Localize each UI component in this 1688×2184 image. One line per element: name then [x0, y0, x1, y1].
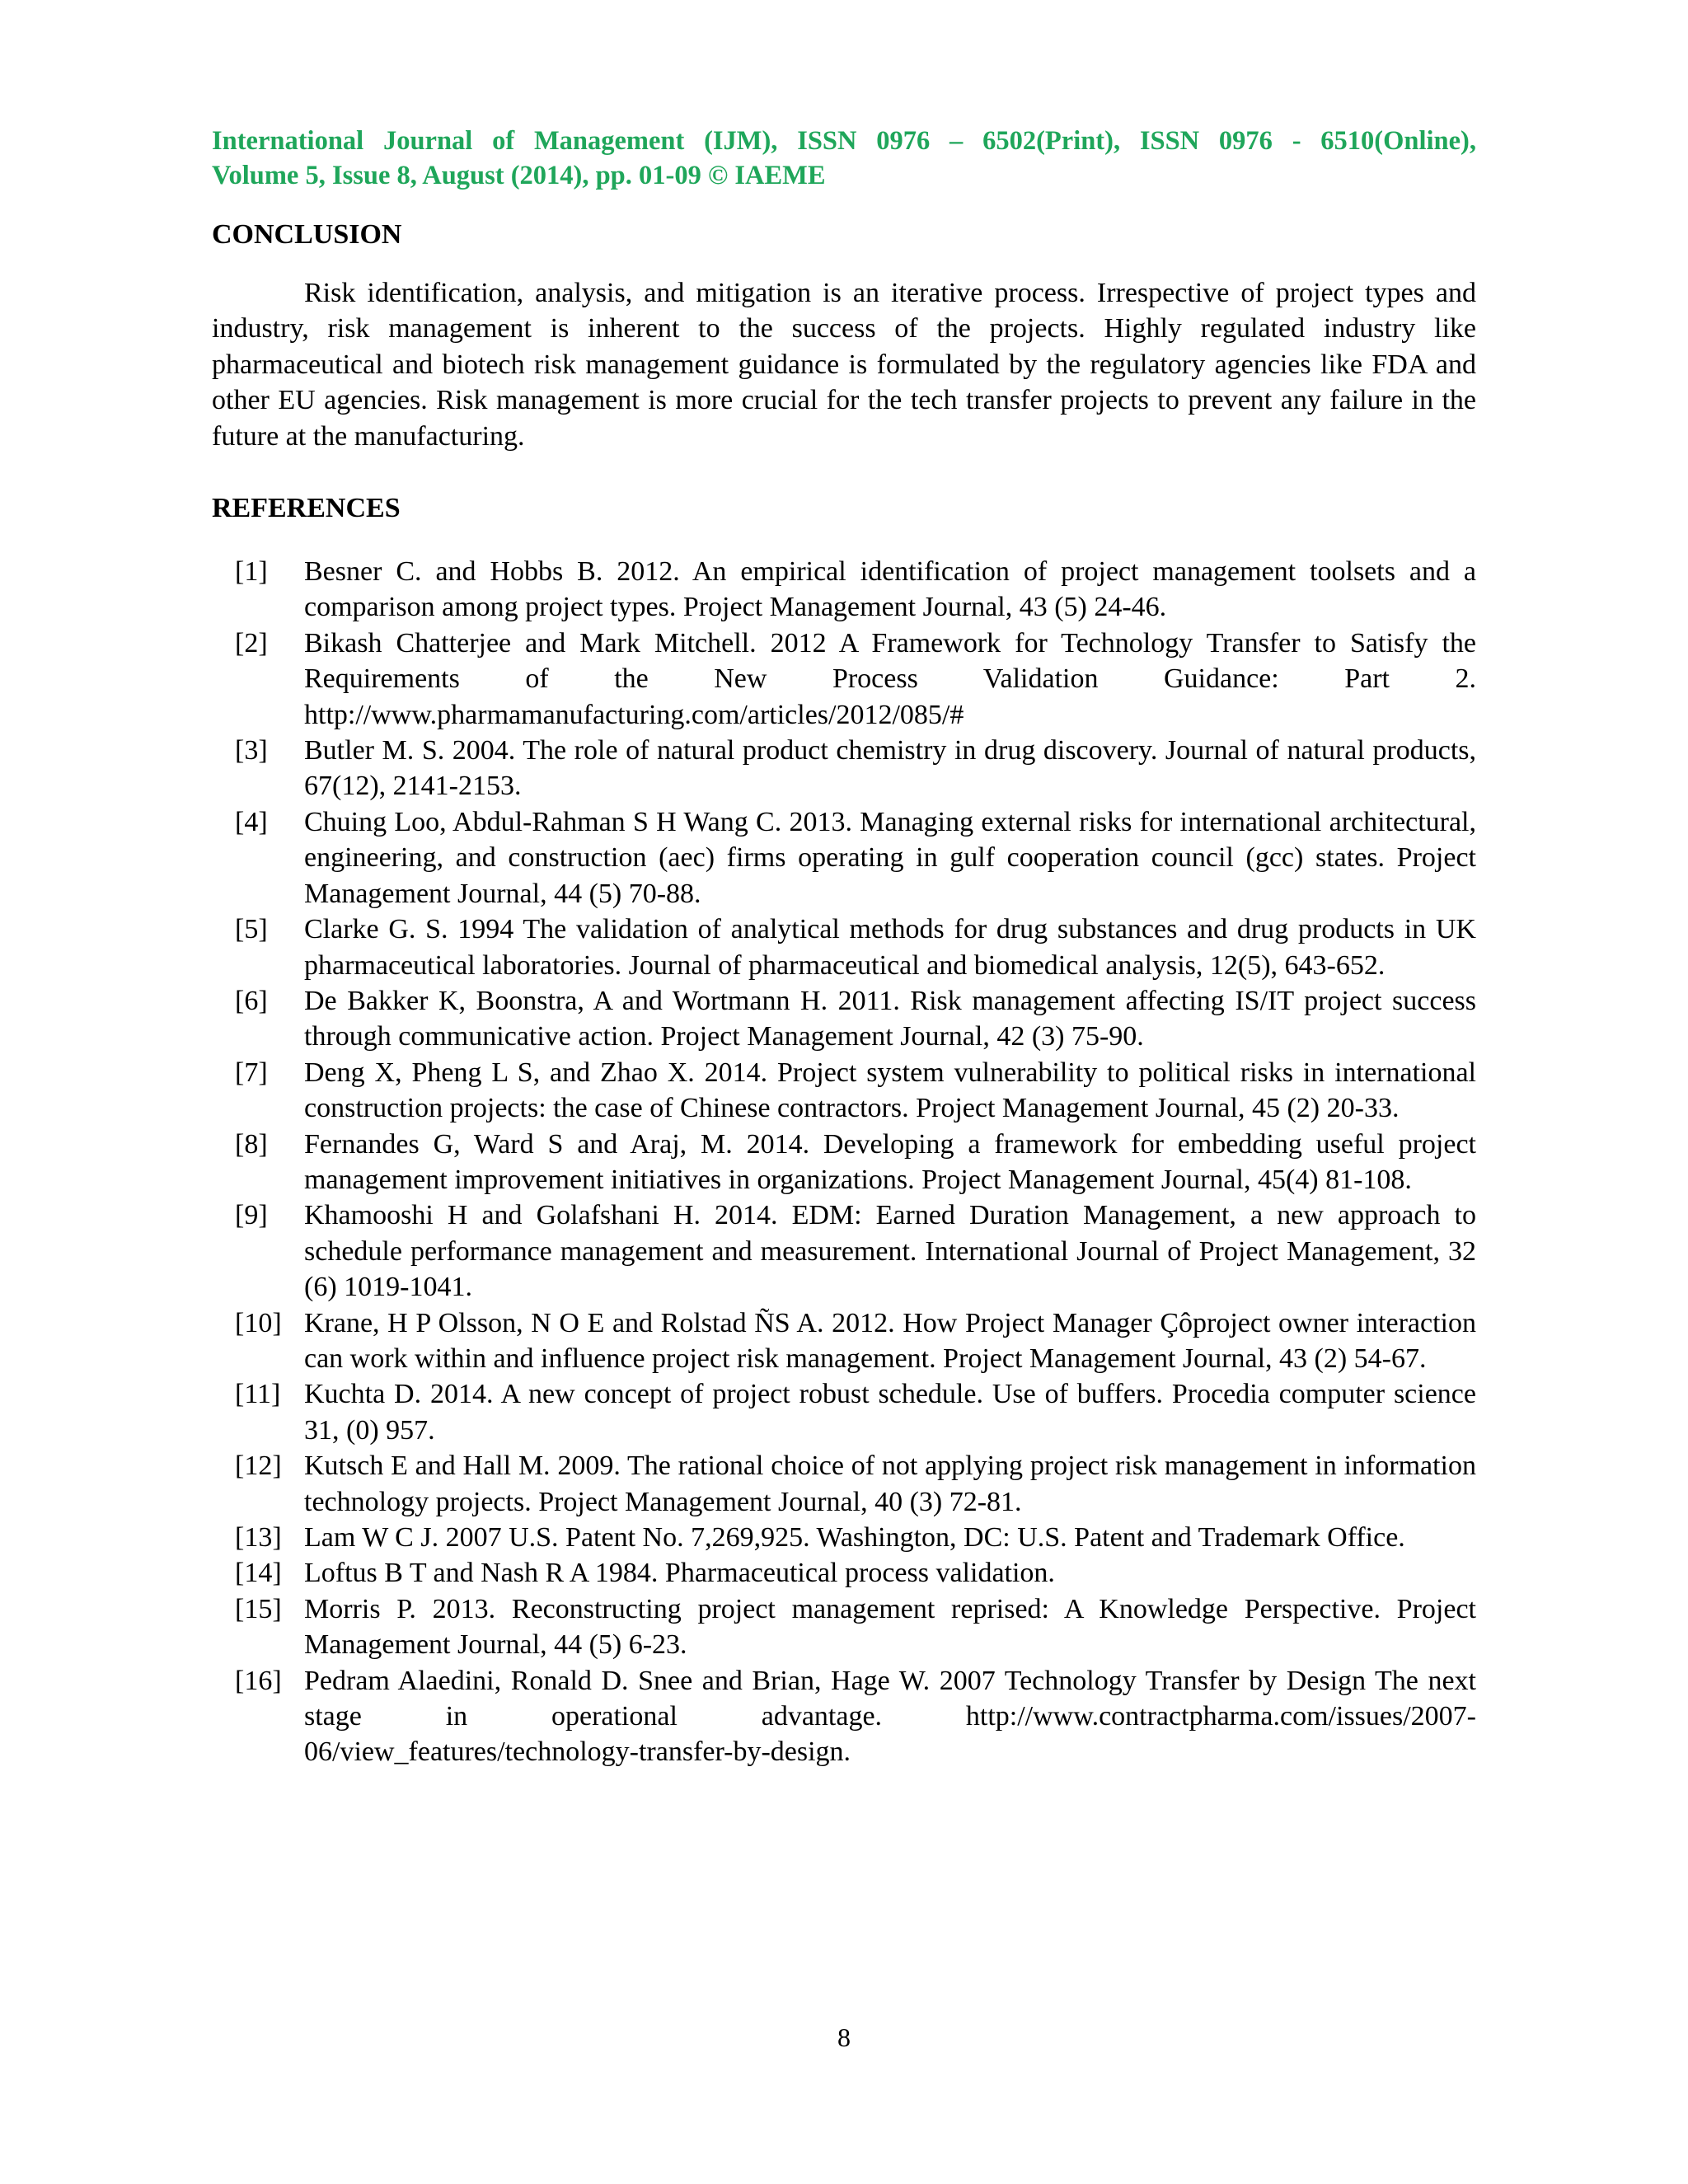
reference-text: Khamooshi H and Golafshani H. 2014. EDM: Earned Duration Management, a new approach to schedule performance management and measurement. International Journal of Project Management, 32 (6) 1019-1041.: [304, 1200, 1476, 1303]
reference-text: Butler M. S. 2004. The role of natural product chemistry in drug discovery. Journal of natural products, 67(12), 2141-2153.: [304, 735, 1476, 802]
journal-header-line1: International Journal of Management (IJM), ISSN 0976 – 6502(Print), ISSN 0976 - 6510(Online),: [212, 126, 1476, 156]
reference-number: [2]: [235, 627, 268, 658]
reference-list: [212, 554, 1476, 1770]
reference-text: Bikash Chatterjee and Mark Mitchell. 2012 A Framework for Technology Transfer to Satisfy the Requirements of the New Process Validation Guidance: Part 2. http://www.pharmamanufacturing.com/articles/2012/085/#: [304, 627, 1476, 730]
page-content: [212, 124, 1476, 1770]
reference-item-11: [212, 1376, 1476, 1448]
reference-text: Loftus B T and Nash R A 1984. Pharmaceutical process validation.: [304, 1558, 1055, 1589]
reference-item-4: [212, 804, 1476, 912]
journal-header: [212, 124, 1476, 193]
reference-number: [13]: [235, 1522, 282, 1553]
reference-item-6: [212, 983, 1476, 1055]
reference-item-13: [212, 1520, 1476, 1555]
reference-text: Morris P. 2013. Reconstructing project management reprised: A Knowledge Perspective. Project Management Journal, 44 (5) 6-23.: [304, 1593, 1476, 1661]
reference-text: De Bakker K, Boonstra, A and Wortmann H. 2011. Risk management affecting IS/IT project success through communicative action. Project Management Journal, 42 (3) 75-90.: [304, 985, 1476, 1052]
reference-number: [8]: [235, 1128, 268, 1160]
reference-item-3: [212, 733, 1476, 804]
reference-number: [15]: [235, 1593, 282, 1624]
reference-number: [11]: [235, 1379, 281, 1410]
reference-text: Kuchta D. 2014. A new concept of project robust schedule. Use of buffers. Procedia computer science 31, (0) 957.: [304, 1379, 1476, 1446]
reference-item-2: [212, 626, 1476, 733]
reference-item-5: [212, 912, 1476, 983]
reference-text: Clarke G. S. 1994 The validation of analytical methods for drug substances and drug products in UK pharmaceutical laboratories. Journal of pharmaceutical and biomedical analysis, 12(5), 643-652.: [304, 914, 1476, 981]
reference-item-16: [212, 1663, 1476, 1770]
reference-text: Besner C. and Hobbs B. 2012. An empirical identification of project management toolsets and a comparison among project types. Project Management Journal, 43 (5) 24-46.: [304, 556, 1476, 623]
reference-item-12: [212, 1448, 1476, 1520]
reference-item-1: [212, 554, 1476, 626]
page-number: 8: [837, 2022, 851, 2052]
reference-text: Kutsch E and Hall M. 2009. The rational choice of not applying project risk management in information technology projects. Project Management Journal, 40 (3) 72-81.: [304, 1451, 1476, 1517]
reference-number: [9]: [235, 1200, 268, 1231]
reference-text: Deng X, Pheng L S, and Zhao X. 2014. Project system vulnerability to political risks in international construction projects: the case of Chinese contractors. Project Management Journal, 45 (2) 20-33.: [304, 1057, 1476, 1124]
reference-text: Pedram Alaedini, Ronald D. Snee and Brian, Hage W. 2007 Technology Transfer by Design The next stage in operational advantage. http://www.contractpharma.com/issues/2007-06/view_features/technology-transfer-by-design.: [304, 1665, 1476, 1768]
reference-number: [6]: [235, 985, 268, 1016]
reference-text: Fernandes G, Ward S and Araj, M. 2014. Developing a framework for embedding useful project management improvement initiatives in organizations. Project Management Journal, 45(4) 81-108.: [304, 1128, 1476, 1195]
reference-item-9: [212, 1197, 1476, 1305]
reference-item-10: [212, 1305, 1476, 1377]
journal-header-line2: Volume 5, Issue 8, August (2014), pp. 01-09 © IAEME: [212, 161, 826, 190]
reference-number: [16]: [235, 1665, 282, 1696]
reference-text: Krane, H P Olsson, N O E and Rolstad ÑS A. 2012. How Project Manager Çôproject owner interaction can work within and influence project risk management. Project Management Journal, 43 (2) 54-67.: [304, 1307, 1476, 1374]
reference-item-7: [212, 1055, 1476, 1127]
reference-text: Lam W C J. 2007 U.S. Patent No. 7,269,925. Washington, DC: U.S. Patent and Trademark Office.: [304, 1522, 1405, 1553]
reference-number: [14]: [235, 1558, 282, 1589]
reference-item-15: [212, 1591, 1476, 1663]
reference-number: [4]: [235, 806, 268, 837]
reference-number: [12]: [235, 1451, 282, 1482]
reference-item-14: [212, 1555, 1476, 1591]
references-heading: REFERENCES: [212, 493, 401, 524]
reference-number: [10]: [235, 1307, 282, 1338]
reference-number: [7]: [235, 1057, 268, 1088]
reference-number: [1]: [235, 556, 268, 588]
reference-number: [3]: [235, 735, 268, 766]
reference-number: [5]: [235, 914, 268, 945]
reference-text: Chuing Loo, Abdul-Rahman S H Wang C. 2013. Managing external risks for international architectural, engineering, and construction (aec) firms operating in gulf cooperation council (gcc) states. Project Management Journal, 44 (5) 70-88.: [304, 806, 1476, 909]
reference-item-8: [212, 1127, 1476, 1198]
conclusion-heading: CONCLUSION: [212, 219, 402, 250]
conclusion-paragraph: Risk identification, analysis, and mitigation is an iterative process. Irrespective of project types and industry, risk management is inherent to the success of the projects. Highly regulated industry like pharmaceutical and biotech risk management guidance is formulated by the regulatory agencies like FDA and other EU agencies. Risk management is more crucial for the tech transfer projects to prevent any failure in the future at the manufacturing.: [212, 278, 1476, 452]
